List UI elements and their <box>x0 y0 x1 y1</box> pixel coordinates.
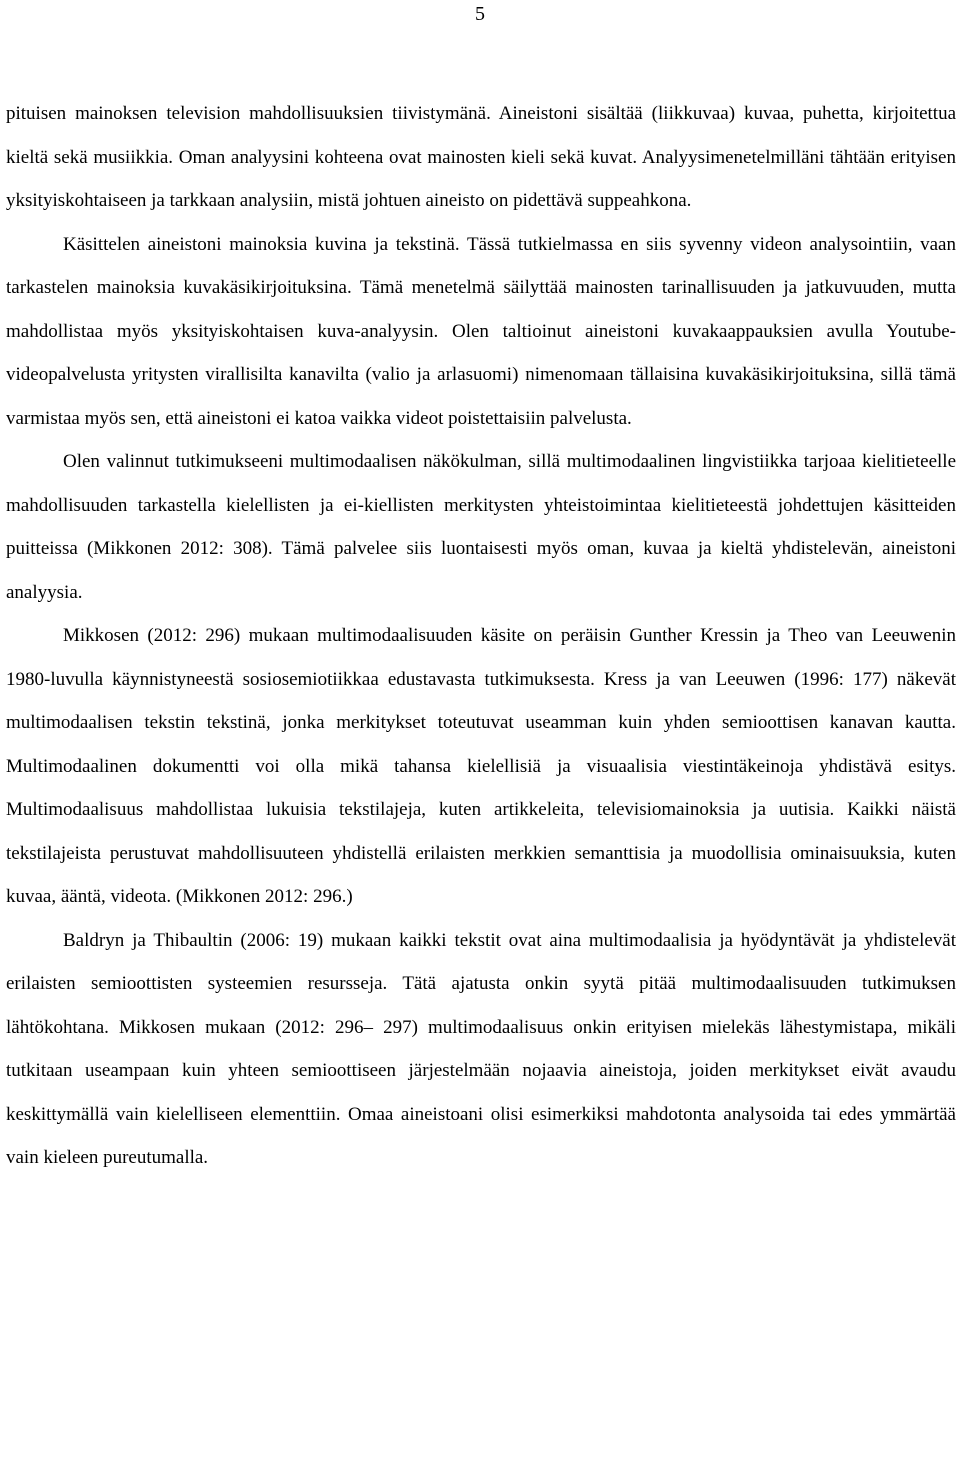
paragraph-4: Mikkosen (2012: 296) mukaan multimodaalisuuden käsite on peräisin Gunther Kressin ja Theo van Leeuwenin 1980-luvulla käynnistyneestä sosiosemiotiikkaa edustavasta tutkimuksesta. Kress ja van Leeuwen (1996: 177) näkevät multimodaalisen tekstin tekstinä, jonka merkitykset toteutuvat useamman kuin yhden semioottisen kanavan kautta. Multimodaalinen dokumentti voi olla mikä tahansa kielellisiä ja visuaalisia viestintäkeinoja yhdistävä esitys. Multimodaalisuus mahdollistaa lukuisia tekstilajeja, kuten artikkeleita, televisiomainoksia ja uutisia. Kaikki näistä tekstilajeista perustuvat mahdollisuuteen yhdistellä erilaisten merkkien semanttisia ja muodollisia ominaisuuksia, kuten kuvaa, ääntä, videota. (Mikkonen 2012: 296.) <box>6 625 956 907</box>
paragraph-1: pituisen mainoksen television mahdollisuuksien tiivistymänä. Aineistoni sisältää (liikkuvaa) kuvaa, puhetta, kirjoitettua kieltä sekä musiikkia. Oman analyysini kohteena ovat mainosten kieli sekä kuvat. Analyysimenetelmilläni tähtään erityisen yksityiskohtaiseen ja tarkkaan analysiin, mistä johtuen aineisto on pidettävä suppeahkona. <box>6 103 956 211</box>
paragraph-5: Baldryn ja Thibaultin (2006: 19) mukaan kaikki tekstit ovat aina multimodaalisia ja hyödyntävät ja yhdistelevät erilaisten semioottisten systeemien resursseja. Tätä ajatusta onkin syytä pitää multimodaalisuuden tutkimuksen lähtökohtana. Mikkosen mukaan (2012: 296– 297) multimodaalisuus onkin erityisen mielekäs lähestymistapa, mikäli tutkitaan useampaan kuin yhteen semioottiseen järjestelmään nojaavia aineistoja, joiden merkitykset eivät avaudu keskittymällä vain kielelliseen elementtiin. Omaa aineistoani olisi esimerkiksi mahdotonta analysoida tai edes ymmärtää vain kieleen pureutumalla. <box>6 929 956 1168</box>
page-number: 5 <box>475 3 485 25</box>
paragraph-3: Olen valinnut tutkimukseeni multimodaalisen näkökulman, sillä multimodaalinen lingvistiikka tarjoaa kielitieteelle mahdollisuuden tarkastella kielellisten ja ei-kiellisten merkitysten yhteistoimintaa kielitieteestä johdettujen käsitteiden puitteissa (Mikkonen 2012: 308). Tämä palvelee siis luontaisesti myös oman, kuvaa ja kieltä yhdistelevän, aineistoni analyysia. <box>6 451 956 603</box>
body-text <box>6 92 956 1180</box>
paragraph-2: Käsittelen aineistoni mainoksia kuvina ja tekstinä. Tässä tutkielmassa en siis syvenny videon analysointiin, vaan tarkastelen mainoksia kuvakäsikirjoituksina. Tämä menetelmä säilyttää mainosten tarinallisuuden ja jatkuvuuden, mutta mahdollistaa myös yksityiskohtaisen kuva-analyysin. Olen taltioinut aineistoni kuvakaappauksien avulla Youtube-videopalvelusta yritysten virallisilta kanavilta (valio ja arlasuomi) nimenomaan tällaisina kuvakäsikirjoituksina, sillä tämä varmistaa myös sen, että aineistoni ei katoa vaikka videot poistettaisiin palvelusta. <box>6 233 956 429</box>
